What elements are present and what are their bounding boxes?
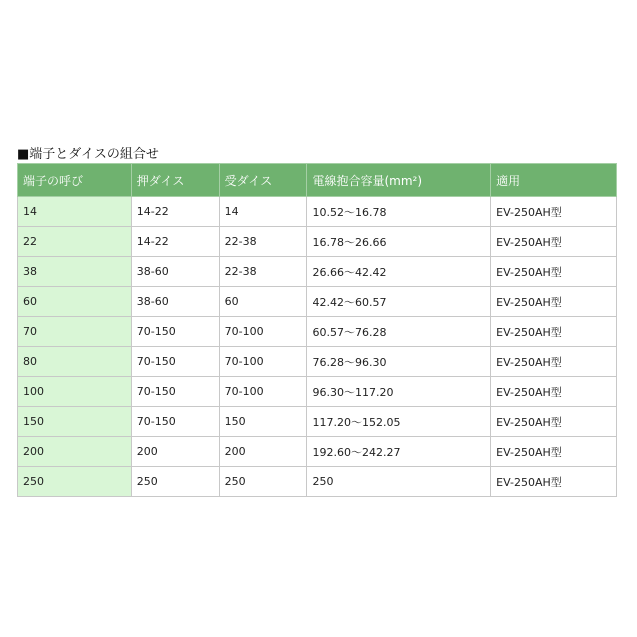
- table-cell: 192.60～242.27: [307, 437, 491, 467]
- table-cell: EV-250AH型: [491, 467, 617, 497]
- table-cell: 60.57～76.28: [307, 317, 491, 347]
- table-cell: EV-250AH型: [491, 377, 617, 407]
- table-row: [18, 437, 617, 467]
- table-cell: 150: [219, 407, 307, 437]
- table-cell: 26.66～42.42: [307, 257, 491, 287]
- column-header: 受ダイス: [219, 164, 307, 197]
- table-cell: 80: [18, 347, 132, 377]
- column-header: 端子の呼び: [18, 164, 132, 197]
- table-cell: 70-150: [131, 347, 219, 377]
- table-cell: 70-150: [131, 317, 219, 347]
- table-cell: EV-250AH型: [491, 287, 617, 317]
- table-row: [18, 317, 617, 347]
- table-cell: 200: [18, 437, 132, 467]
- table-cell: 22-38: [219, 257, 307, 287]
- table-cell: 14: [18, 197, 132, 227]
- table-row: [18, 467, 617, 497]
- table-cell: 38-60: [131, 287, 219, 317]
- table-cell: EV-250AH型: [491, 317, 617, 347]
- table-cell: EV-250AH型: [491, 347, 617, 377]
- table-cell: EV-250AH型: [491, 227, 617, 257]
- table-row: [18, 257, 617, 287]
- table-row: [18, 197, 617, 227]
- table-cell: EV-250AH型: [491, 257, 617, 287]
- table-cell: 200: [131, 437, 219, 467]
- table-row: [18, 407, 617, 437]
- table-cell: 70-100: [219, 317, 307, 347]
- table-cell: 38-60: [131, 257, 219, 287]
- table-cell: 16.78～26.66: [307, 227, 491, 257]
- table-cell: 250: [219, 467, 307, 497]
- table-cell: 200: [219, 437, 307, 467]
- table-cell: 42.42～60.57: [307, 287, 491, 317]
- table-cell: 14-22: [131, 197, 219, 227]
- table-cell: 250: [131, 467, 219, 497]
- table-cell: 70-100: [219, 347, 307, 377]
- table-cell: 14-22: [131, 227, 219, 257]
- table-cell: 22: [18, 227, 132, 257]
- table-row: [18, 347, 617, 377]
- terminal-die-table: [17, 163, 617, 497]
- table-cell: 150: [18, 407, 132, 437]
- table-cell: EV-250AH型: [491, 437, 617, 467]
- column-header: 押ダイス: [131, 164, 219, 197]
- section-title: ■端子とダイスの組合せ: [17, 147, 159, 162]
- column-header: 電線抱合容量(mm²): [307, 164, 491, 197]
- table-cell: 70: [18, 317, 132, 347]
- table-cell: 96.30～117.20: [307, 377, 491, 407]
- table-cell: 70-150: [131, 377, 219, 407]
- table-header-row: [18, 164, 617, 197]
- table-cell: 76.28～96.30: [307, 347, 491, 377]
- table-row: [18, 287, 617, 317]
- table-cell: 60: [219, 287, 307, 317]
- table-cell: 117.20～152.05: [307, 407, 491, 437]
- table-cell: 10.52～16.78: [307, 197, 491, 227]
- column-header: 適用: [491, 164, 617, 197]
- table-cell: EV-250AH型: [491, 197, 617, 227]
- table-row: [18, 377, 617, 407]
- table-cell: EV-250AH型: [491, 407, 617, 437]
- table-cell: 70-100: [219, 377, 307, 407]
- table-cell: 38: [18, 257, 132, 287]
- table-cell: 250: [18, 467, 132, 497]
- table-cell: 250: [307, 467, 491, 497]
- table-cell: 70-150: [131, 407, 219, 437]
- table-cell: 22-38: [219, 227, 307, 257]
- table-cell: 60: [18, 287, 132, 317]
- table-cell: 14: [219, 197, 307, 227]
- table-row: [18, 227, 617, 257]
- table-cell: 100: [18, 377, 132, 407]
